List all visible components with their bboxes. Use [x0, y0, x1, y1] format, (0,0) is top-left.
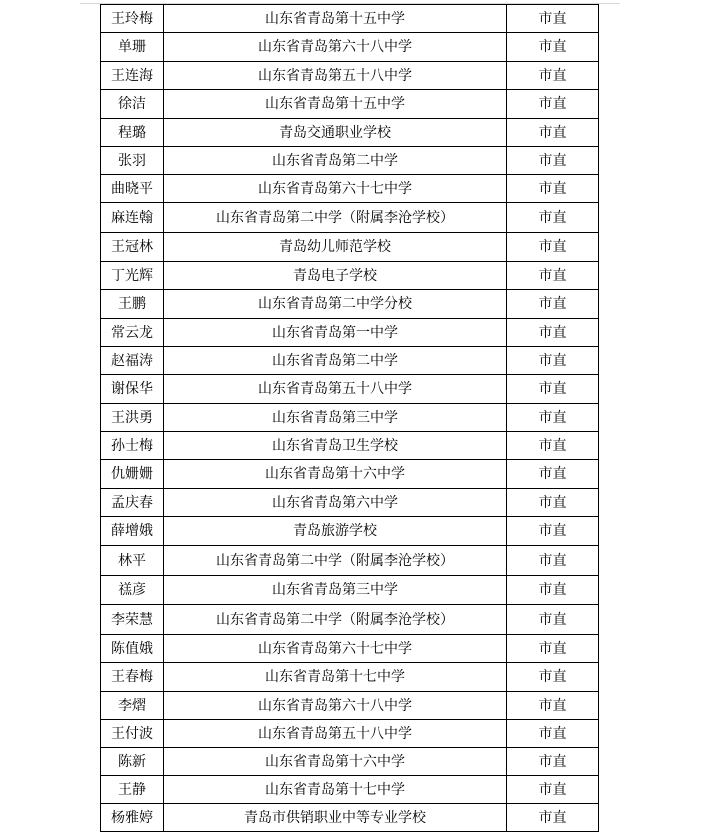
table-row [101, 692, 599, 720]
school-cell: 山东省青岛第六中学 [164, 489, 507, 517]
table-row [101, 605, 599, 635]
school-cell: 青岛市供销职业中等专业学校 [164, 804, 507, 832]
school-cell: 山东省青岛第二中学分校 [164, 290, 507, 319]
table-row [101, 776, 599, 804]
table-row [101, 62, 599, 90]
teacher-name-cell: 王冠林 [101, 233, 164, 262]
table-row [101, 663, 599, 692]
teacher-name-cell: 李熠 [101, 692, 164, 720]
teacher-name-cell: 王鹏 [101, 290, 164, 319]
table-row [101, 233, 599, 262]
table-row [101, 175, 599, 203]
level-cell: 市直 [507, 432, 599, 460]
teacher-name-cell: 王付波 [101, 720, 164, 748]
school-cell: 山东省青岛第五十八中学 [164, 375, 507, 404]
teacher-name-cell: 杨雅婷 [101, 804, 164, 832]
table-row [101, 635, 599, 663]
teacher-name-cell: 谢保华 [101, 375, 164, 404]
level-cell: 市直 [507, 319, 599, 347]
school-cell: 青岛旅游学校 [164, 517, 507, 546]
school-cell: 山东省青岛第六十七中学 [164, 175, 507, 203]
level-cell: 市直 [507, 776, 599, 804]
table-row [101, 804, 599, 832]
teacher-name-cell: 李荣慧 [101, 605, 164, 635]
level-cell: 市直 [507, 635, 599, 663]
school-cell: 山东省青岛第二中学 [164, 347, 507, 375]
table-row [101, 5, 599, 33]
teacher-name-cell: 仇姗姗 [101, 460, 164, 489]
level-cell: 市直 [507, 663, 599, 692]
level-cell: 市直 [507, 203, 599, 233]
level-cell: 市直 [507, 5, 599, 33]
teacher-name-cell: 孟庆春 [101, 489, 164, 517]
level-cell: 市直 [507, 290, 599, 319]
table-row [101, 460, 599, 489]
school-cell: 山东省青岛第十五中学 [164, 5, 507, 33]
table-row [101, 489, 599, 517]
teacher-name-cell: 王春梅 [101, 663, 164, 692]
school-cell: 山东省青岛第十六中学 [164, 748, 507, 776]
level-cell: 市直 [507, 404, 599, 432]
table-row [101, 33, 599, 62]
school-cell: 青岛幼儿师范学校 [164, 233, 507, 262]
level-cell: 市直 [507, 605, 599, 635]
level-cell: 市直 [507, 375, 599, 404]
table-row [101, 262, 599, 290]
level-cell: 市直 [507, 576, 599, 605]
table-row [101, 546, 599, 576]
teacher-name-cell: 王静 [101, 776, 164, 804]
school-cell: 山东省青岛第十七中学 [164, 663, 507, 692]
level-cell: 市直 [507, 546, 599, 576]
level-cell: 市直 [507, 460, 599, 489]
school-cell: 山东省青岛第十七中学 [164, 776, 507, 804]
teacher-name-cell: 陈值娥 [101, 635, 164, 663]
school-cell: 山东省青岛第二中学 [164, 147, 507, 175]
teacher-name-cell: 麻连翰 [101, 203, 164, 233]
teacher-name-cell: 赵福涛 [101, 347, 164, 375]
level-cell: 市直 [507, 147, 599, 175]
level-cell: 市直 [507, 233, 599, 262]
school-cell: 山东省青岛第六十八中学 [164, 33, 507, 62]
level-cell: 市直 [507, 748, 599, 776]
table-row [101, 347, 599, 375]
table-row [101, 720, 599, 748]
table-row [101, 119, 599, 147]
school-cell: 山东省青岛第六十七中学 [164, 635, 507, 663]
level-cell: 市直 [507, 347, 599, 375]
table-row [101, 517, 599, 546]
table-row [101, 203, 599, 233]
teacher-name-cell: 丁光辉 [101, 262, 164, 290]
table-row [101, 576, 599, 605]
table-row [101, 290, 599, 319]
level-cell: 市直 [507, 33, 599, 62]
teacher-name-cell: 单珊 [101, 33, 164, 62]
teacher-name-cell: 孙士梅 [101, 432, 164, 460]
teacher-name-cell: 陈新 [101, 748, 164, 776]
table-row [101, 90, 599, 119]
table-row [101, 319, 599, 347]
table-row [101, 375, 599, 404]
level-cell: 市直 [507, 692, 599, 720]
school-cell: 山东省青岛第五十八中学 [164, 62, 507, 90]
teacher-name-cell: 王洪勇 [101, 404, 164, 432]
roster-table-body [101, 5, 599, 832]
school-cell: 青岛交通职业学校 [164, 119, 507, 147]
school-cell: 山东省青岛第二中学（附属李沧学校） [164, 203, 507, 233]
teacher-name-cell: 王连海 [101, 62, 164, 90]
level-cell: 市直 [507, 119, 599, 147]
teacher-name-cell: 程璐 [101, 119, 164, 147]
table-row [101, 432, 599, 460]
school-cell: 山东省青岛第二中学（附属李沧学校） [164, 605, 507, 635]
teacher-name-cell: 王玲梅 [101, 5, 164, 33]
level-cell: 市直 [507, 62, 599, 90]
teacher-name-cell: 常云龙 [101, 319, 164, 347]
school-cell: 山东省青岛第五十八中学 [164, 720, 507, 748]
school-cell: 山东省青岛第二中学（附属李沧学校） [164, 546, 507, 576]
level-cell: 市直 [507, 262, 599, 290]
teacher-name-cell: 薛增娥 [101, 517, 164, 546]
roster-table [100, 4, 599, 832]
school-cell: 青岛电子学校 [164, 262, 507, 290]
school-cell: 山东省青岛第三中学 [164, 576, 507, 605]
level-cell: 市直 [507, 720, 599, 748]
level-cell: 市直 [507, 804, 599, 832]
level-cell: 市直 [507, 90, 599, 119]
school-cell: 山东省青岛第三中学 [164, 404, 507, 432]
teacher-name-cell: 曲晓平 [101, 175, 164, 203]
school-cell: 山东省青岛第一中学 [164, 319, 507, 347]
teacher-name-cell: 张羽 [101, 147, 164, 175]
teacher-name-cell: 林平 [101, 546, 164, 576]
school-cell: 山东省青岛第十五中学 [164, 90, 507, 119]
teacher-name-cell: 徐洁 [101, 90, 164, 119]
school-cell: 山东省青岛卫生学校 [164, 432, 507, 460]
school-cell: 山东省青岛第十六中学 [164, 460, 507, 489]
level-cell: 市直 [507, 517, 599, 546]
level-cell: 市直 [507, 489, 599, 517]
table-row [101, 404, 599, 432]
table-row [101, 147, 599, 175]
teacher-name-cell: 禚彦 [101, 576, 164, 605]
table-row [101, 748, 599, 776]
level-cell: 市直 [507, 175, 599, 203]
school-cell: 山东省青岛第六十八中学 [164, 692, 507, 720]
